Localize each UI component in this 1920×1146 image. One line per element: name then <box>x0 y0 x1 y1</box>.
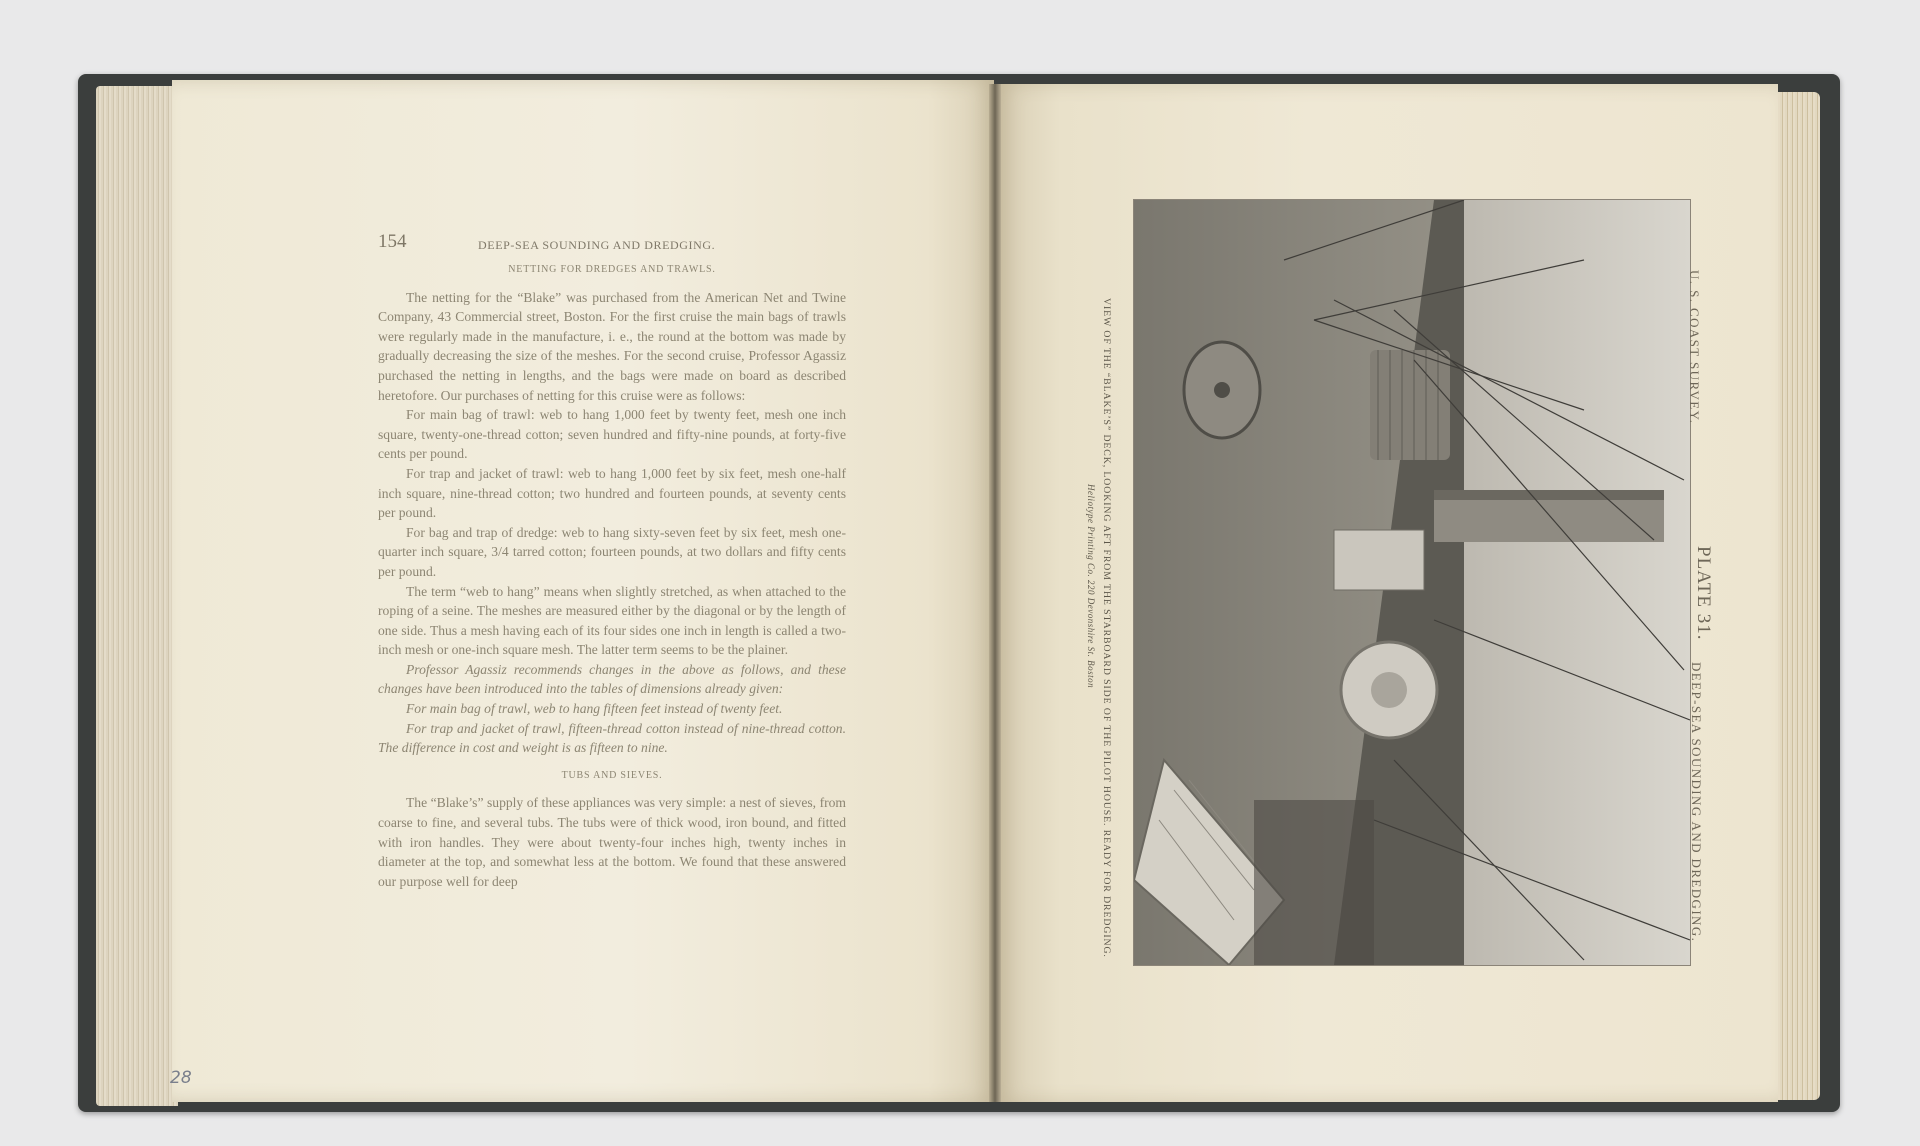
paragraph: The term “web to hang” means when slightly stretched, as when attached to the roping of a seine. The meshes are measured either by the diagonal or by the length of one side. Thus a mesh having each of its four sides one inch in length is called a two-inch mesh or one-inch square mesh. The latter term seems to be the plainer. <box>378 583 846 658</box>
paragraph: For trap and jacket of trawl: web to hang 1,000 feet by six feet, mesh one-half inch square, nine-thread cotton; two hundred and fourteen pounds, at seventy cents per pound. <box>378 465 846 521</box>
paragraph: The netting for the “Blake” was purchased from the American Net and Twine Company, 43 Commercial street, Boston. For the first cruise the main bags of trawls were regularly made in the manufacture, i. e., the round at the bottom was made by gradually decreasing the size of the meshes. For the second cruise, Professor Agassiz purchased the netting in lengths, and the bags were made on board as described heretofore. Our purchases of netting for this cruise were as follows: <box>378 289 846 403</box>
paragraph-italic: For trap and jacket of trawl, fifteen-thread cotton instead of nine-thread cotton. The difference in cost and weight is as fifteen to nine. <box>378 720 846 756</box>
plate-number-label: PLATE 31. <box>1693 546 1714 641</box>
page-number: 154 <box>378 231 407 252</box>
pencil-annotation: 28 <box>170 1068 192 1088</box>
paragraph-italic: Professor Agassiz recommends changes in the above as follows, and these changes have been introduced into the tables of dimensions already given: <box>378 661 846 697</box>
page-header <box>378 232 846 256</box>
plate-photograph <box>1133 199 1691 966</box>
paragraph: For main bag of trawl: web to hang 1,000 feet by twenty feet, mesh one inch square, twenty-one-thread cotton; seven hundred and fifty-nine pounds, at forty-five cents per pound. <box>378 407 846 462</box>
ship-deck-photo <box>1134 200 1690 965</box>
plate-series-label: DEEP-SEA SOUNDING AND DREDGING. <box>1689 662 1704 943</box>
running-head: DEEP-SEA SOUNDING AND DREDGING. <box>478 238 716 252</box>
page-edges-left <box>96 86 178 1106</box>
left-page-text <box>378 232 846 891</box>
paragraph: The “Blake’s” supply of these appliances was very simple: a nest of sieves, from coarse to fine, and several tubs. The tubs were of thick wood, iron bound, and fitted with iron handles. They were about twenty-four inches high, twenty inches in diameter at the top, and somewhat less at the bottom. We found that these answered our purpose well for deep <box>378 795 846 889</box>
printer-credit: Heliotype Printing Co. 220 Devonshire St. Boston <box>1086 484 1096 689</box>
paragraph: For bag and trap of dredge: web to hang sixty-seven feet by six feet, mesh one-quarter inch square, 3/4 tarred cotton; fourteen pounds, at two dollars and fifty cents per pound. <box>378 524 846 579</box>
plate-survey-label: U. S. COAST SURVEY. <box>1687 270 1702 425</box>
paragraph-italic: For main bag of trawl, web to hang fifteen feet instead of twenty feet. <box>406 701 783 717</box>
plate-caption: VIEW OF THE “BLAKE’S” DECK, LOOKING AFT FROM THE STARBOARD SIDE OF THE PILOT HOUSE. READY FOR DREDGING. <box>1101 298 1112 958</box>
section-title-tubs: TUBS AND SIEVES. <box>561 769 663 781</box>
book-gutter <box>989 84 1001 1102</box>
section-title-netting: NETTING FOR DREDGES AND TRAWLS. <box>508 264 716 275</box>
